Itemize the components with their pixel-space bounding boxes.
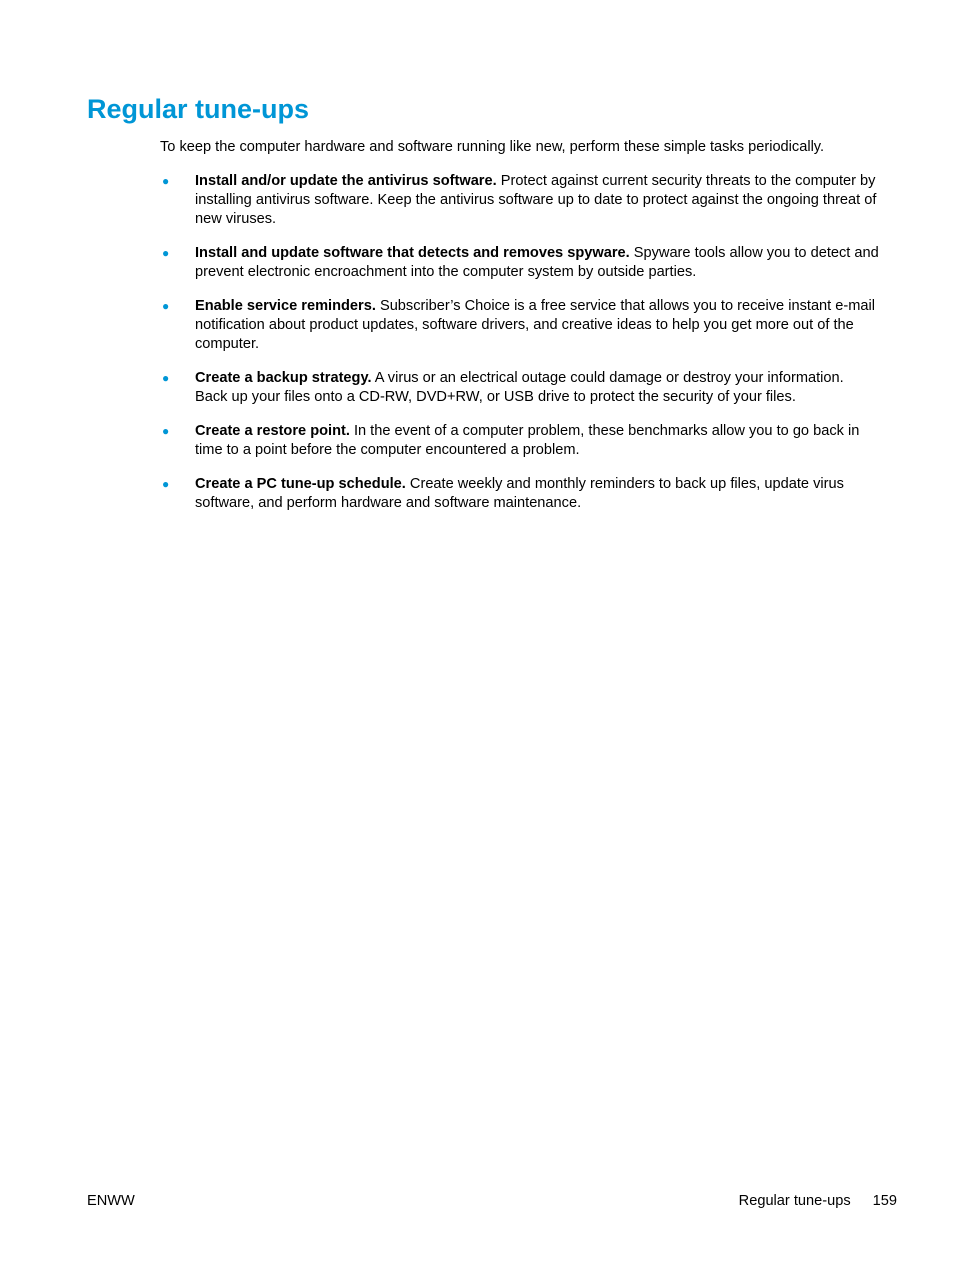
page-number: 159 (872, 1193, 897, 1209)
list-item (160, 244, 880, 282)
intro-paragraph: To keep the computer hardware and software running like new, perform these simple tasks periodically. (160, 139, 825, 155)
footer-page-info (739, 1191, 897, 1211)
footer-edition-label: ENWW (87, 1193, 135, 1209)
bullet-icon: ● (162, 246, 170, 260)
list-item (160, 297, 880, 355)
tips-list (160, 172, 880, 514)
bullet-icon: ● (162, 173, 170, 188)
list-item (160, 475, 880, 513)
bullet-icon: ● (162, 477, 170, 492)
list-item (160, 172, 880, 230)
bullet-icon: ● (162, 299, 170, 313)
page-content (160, 138, 880, 528)
tip-title: Install and/or update the antivirus software. (195, 172, 497, 189)
tip-title: Install and update software that detects and removes spyware. (195, 245, 630, 261)
tip-title: Enable service reminders. (195, 298, 376, 314)
tip-text: Create weekly and monthly reminders to back up files, update virus software, and perform hardware and software maintenance. (195, 476, 844, 512)
tip-text: A virus or an electrical outage could damage or destroy your information. Back up your files onto a CD-RW, DVD+RW, or USB drive to protect the security of your files. (195, 370, 844, 406)
tip-title: Create a backup strategy. (195, 370, 372, 387)
footer-section-title: Regular tune-ups (738, 1193, 851, 1209)
tip-text: Spyware tools allow you to detect and prevent electronic encroachment into the computer system by outside parties. (195, 245, 879, 281)
page-title: Regular tune-ups (87, 94, 310, 124)
tip-text: Subscriber’s Choice is a free service that allows you to receive instant e-mail notification about product updates, software drivers, and creative ideas to help you get more out of the computer. (195, 298, 876, 353)
tip-title: Create a PC tune-up schedule. (195, 476, 406, 493)
tip-text: In the event of a computer problem, these benchmarks allow you to go back in time to a point before the computer encountered a problem. (195, 423, 860, 459)
bullet-icon: ● (162, 371, 170, 386)
list-item (160, 369, 880, 407)
tip-text: Protect against current security threats to the computer by installing antivirus software. Keep the antivirus software up to date to protect against the ongoing threat of new viruses. (195, 172, 877, 228)
bullet-icon: ● (162, 424, 170, 439)
list-item (160, 422, 880, 460)
tip-title: Create a restore point. (195, 423, 350, 440)
